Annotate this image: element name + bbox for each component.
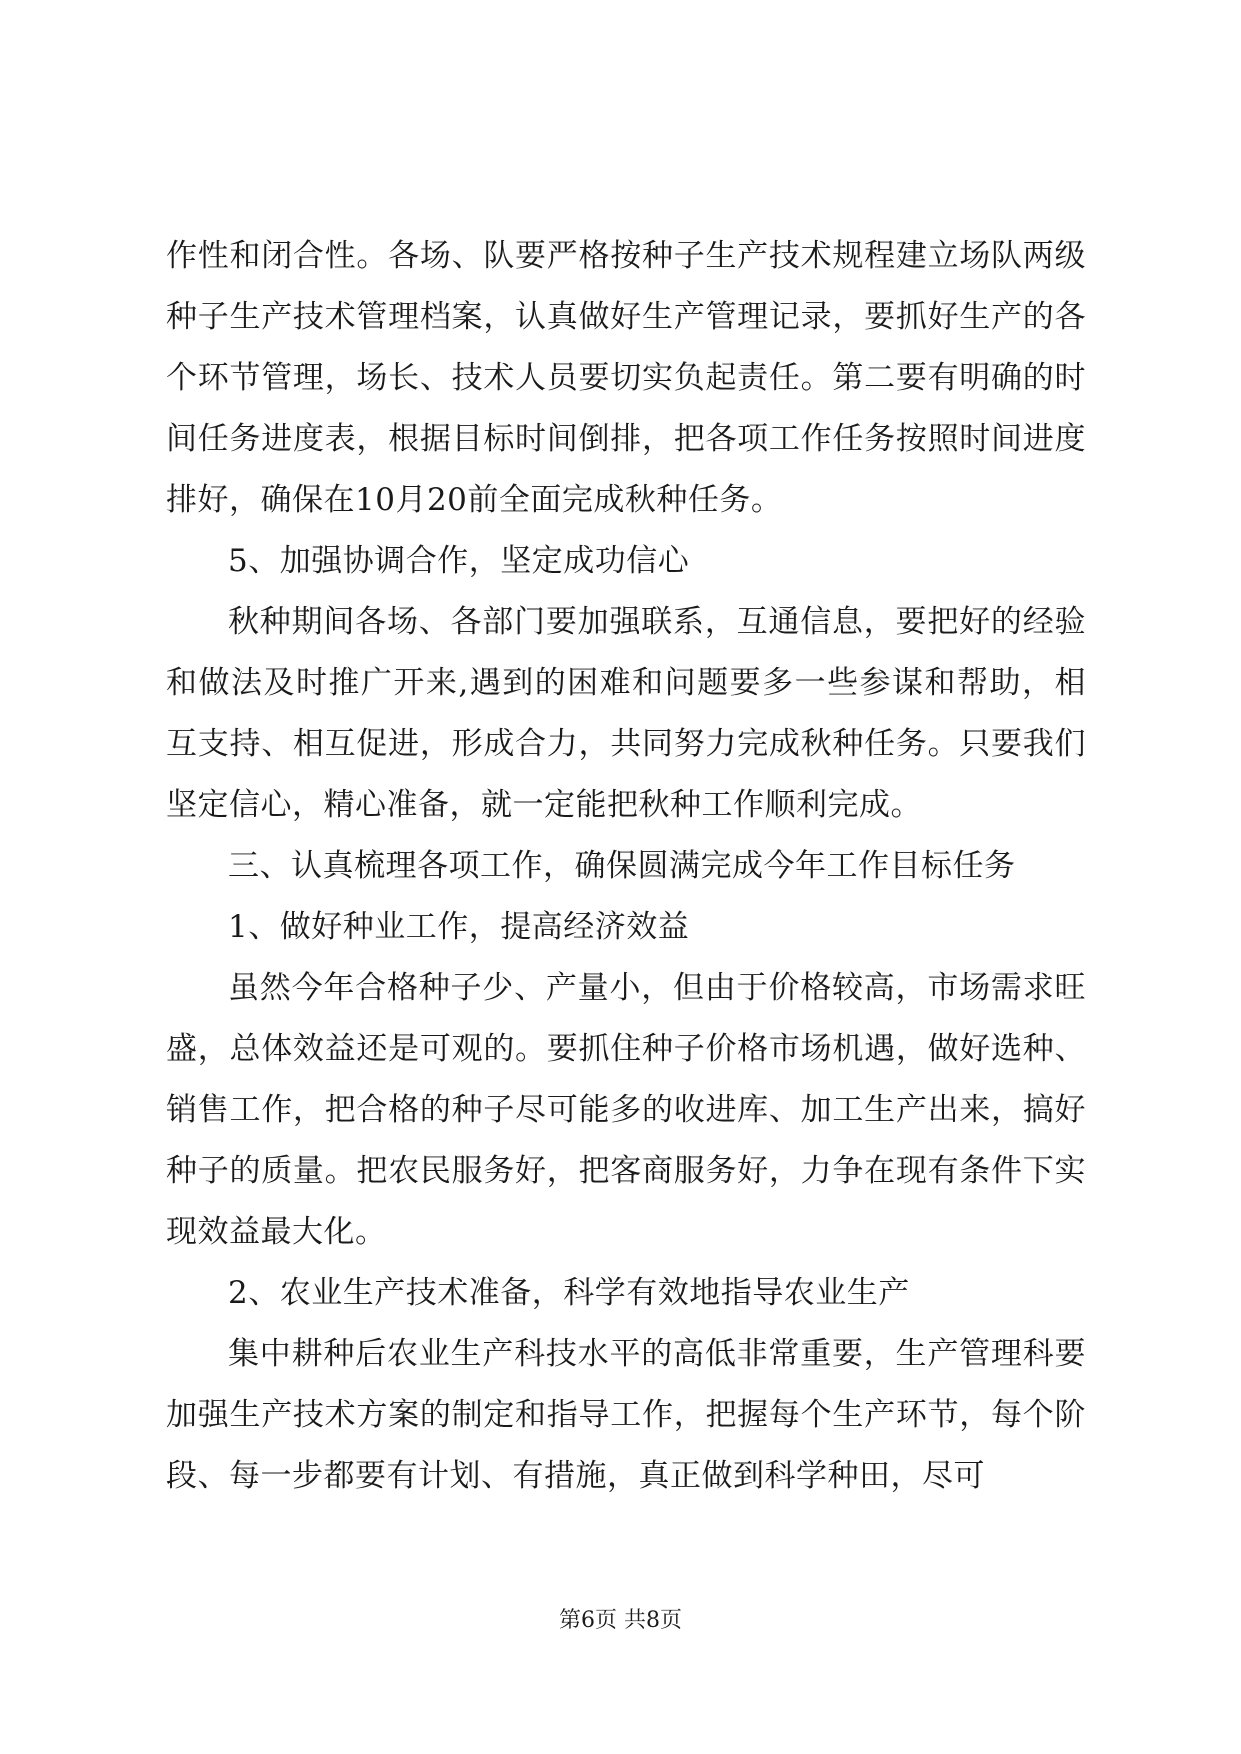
document-body — [166, 226, 1086, 1507]
paragraph-4: 集中耕种后农业生产科技水平的高低非常重要，生产管理科要加强生产技术方案的制定和指导工作，把握每个生产环节，每个阶段、每一步都要有计划、有措施，真正做到科学种田，尽可 — [166, 1336, 1086, 1494]
paragraph-1: 作性和闭合性。各场、队要严格按种子生产技术规程建立场队两级种子生产技术管理档案，认真做好生产管理记录，要抓好生产的各个环节管理，场长、技术人员要切实负起责任。第二要有明确的时间任务进度表，根据目标时间倒排，把各项工作任务按照时间进度排好，确保在10月20前全面完成秋种任务。 — [166, 238, 1086, 518]
paragraph-2: 秋种期间各场、各部门要加强联系，互通信息，要把好的经验和做法及时推广开来,遇到的困难和问题要多一些参谋和帮助，相互支持、相互促进，形成合力，共同努力完成秋种任务。只要我们坚定信心，精心准备，就一定能把秋种工作顺利完成。 — [166, 604, 1086, 823]
heading-1-seed-industry: 1、做好种业工作，提高经济效益 — [228, 909, 690, 945]
heading-5-coordination: 5、加强协调合作，坚定成功信心 — [228, 543, 690, 579]
page-number-footer: 第6页 共8页 — [559, 1608, 682, 1633]
heading-section-3: 三、认真梳理各项工作，确保圆满完成今年工作目标任务 — [228, 848, 1016, 884]
paragraph-3: 虽然今年合格种子少、产量小，但由于价格较高，市场需求旺盛，总体效益还是可观的。要抓住种子价格市场机遇，做好选种、销售工作，把合格的种子尽可能多的收进库、加工生产出来，搞好种子的质量。把农民服务好，把客商服务好，力争在现有条件下实现效益最大化。 — [166, 970, 1086, 1250]
heading-2-technical-preparation: 2、农业生产技术准备，科学有效地指导农业生产 — [228, 1275, 910, 1311]
